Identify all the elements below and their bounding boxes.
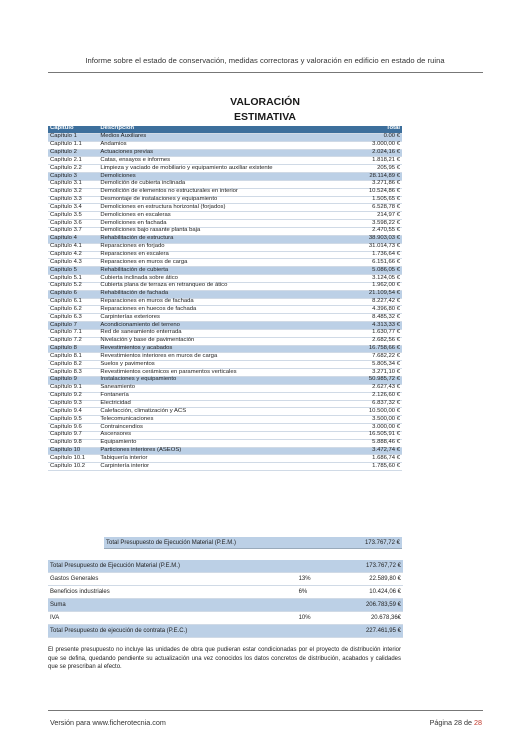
row-total: 16.758,66 € bbox=[334, 345, 402, 353]
row-total: 1.630,77 € bbox=[334, 329, 402, 337]
subchapter-row bbox=[48, 329, 402, 337]
chapter-row bbox=[48, 447, 402, 455]
row-chapter-code: Capítulo 3.2 bbox=[48, 188, 98, 196]
row-total: 3.472,74 € bbox=[334, 447, 402, 455]
row-description: Carpintería interior bbox=[98, 463, 334, 471]
row-description: Reparaciones en huecos de fachada bbox=[98, 306, 334, 314]
subchapter-row bbox=[48, 400, 402, 408]
row-total: 1.818,21 € bbox=[334, 157, 402, 165]
row-chapter-code: Capítulo 3.4 bbox=[48, 204, 98, 212]
row-description: Equipamiento bbox=[98, 439, 334, 447]
row-total: 31.014,73 € bbox=[334, 243, 402, 251]
row-total: 3.500,00 € bbox=[334, 416, 402, 424]
row-total: 3.598,22 € bbox=[334, 220, 402, 228]
row-description: Carpinterías exteriores bbox=[98, 314, 334, 322]
row-description: Cubierta inclinada sobre ático bbox=[98, 275, 334, 283]
row-chapter-code: Capítulo 2 bbox=[48, 149, 98, 157]
row-total: 6.151,66 € bbox=[334, 259, 402, 267]
subchapter-row bbox=[48, 455, 402, 463]
row-description: Cubierta plana de terraza en retranqueo de ático bbox=[98, 282, 334, 290]
summary-row bbox=[48, 612, 403, 625]
row-chapter-code: Capítulo 7 bbox=[48, 322, 98, 330]
row-description: Fontanería bbox=[98, 392, 334, 400]
subchapter-row bbox=[48, 416, 402, 424]
title-line-1: VALORACIÓN bbox=[230, 96, 300, 108]
row-total: 28.114,89 € bbox=[334, 173, 402, 181]
row-chapter-code: Capítulo 4.1 bbox=[48, 243, 98, 251]
summary-row bbox=[48, 560, 403, 573]
chapter-row bbox=[48, 290, 402, 298]
row-total: 10.524,86 € bbox=[334, 188, 402, 196]
column-header-total: Total bbox=[334, 126, 402, 133]
summary-row bbox=[48, 599, 403, 612]
column-header-description: Descripción bbox=[98, 126, 334, 133]
row-chapter-code: Capítulo 9.2 bbox=[48, 392, 98, 400]
summary-row bbox=[48, 573, 403, 586]
row-total: 4.396,80 € bbox=[334, 306, 402, 314]
row-description: Demolición de elementos no estructurales en interior bbox=[98, 188, 334, 196]
row-total: 3.000,00 € bbox=[334, 141, 402, 149]
row-description: Particiones interiores (ASEOS) bbox=[98, 447, 334, 455]
subchapter-row bbox=[48, 165, 402, 173]
header-divider bbox=[48, 72, 483, 73]
chapter-row bbox=[48, 173, 402, 181]
row-total: 1.962,00 € bbox=[334, 282, 402, 290]
row-chapter-code: Capítulo 9.7 bbox=[48, 431, 98, 439]
row-total: 3.271,10 € bbox=[334, 369, 402, 377]
row-description: Demoliciones en fachada bbox=[98, 220, 334, 228]
row-total: 3.124,05 € bbox=[334, 275, 402, 283]
row-total: 1.785,60 € bbox=[334, 463, 402, 471]
row-description: Demoliciones bajo rasante planta baja bbox=[98, 227, 334, 235]
summary-value: 227.461,95 € bbox=[344, 625, 403, 638]
row-total: 8.227,42 € bbox=[334, 298, 402, 306]
row-description: Revestimientos y acabados bbox=[98, 345, 334, 353]
subchapter-row bbox=[48, 188, 402, 196]
pem-total-row bbox=[104, 537, 402, 549]
row-chapter-code: Capítulo 2.2 bbox=[48, 165, 98, 173]
summary-label: Beneficios industriales bbox=[48, 586, 297, 599]
summary-percent bbox=[297, 625, 344, 638]
row-description: Reparaciones en muros de fachada bbox=[98, 298, 334, 306]
summary-label: Gastos Generales bbox=[48, 573, 297, 586]
row-total: 5.086,05 € bbox=[334, 267, 402, 275]
subchapter-row bbox=[48, 204, 402, 212]
row-chapter-code: Capítulo 6 bbox=[48, 290, 98, 298]
row-description: Rehabilitación de cubierta bbox=[98, 267, 334, 275]
subchapter-row bbox=[48, 384, 402, 392]
subchapter-row bbox=[48, 463, 402, 471]
row-total: 2.627,43 € bbox=[334, 384, 402, 392]
row-chapter-code: Capítulo 9.4 bbox=[48, 408, 98, 416]
row-description: Instalaciones y equipamiento bbox=[98, 377, 334, 385]
row-chapter-code: Capítulo 10.1 bbox=[48, 455, 98, 463]
subchapter-row bbox=[48, 431, 402, 439]
subchapter-row bbox=[48, 227, 402, 235]
row-description: Actuaciones previas bbox=[98, 149, 334, 157]
summary-value: 10.424,06 € bbox=[344, 586, 403, 599]
budget-table bbox=[48, 126, 402, 471]
footer-divider bbox=[48, 710, 483, 711]
page-number bbox=[430, 718, 482, 727]
row-chapter-code: Capítulo 3.5 bbox=[48, 212, 98, 220]
row-total: 21.109,54 € bbox=[334, 290, 402, 298]
row-chapter-code: Capítulo 6.1 bbox=[48, 298, 98, 306]
summary-value: 22.589,80 € bbox=[344, 573, 403, 586]
row-chapter-code: Capítulo 1 bbox=[48, 133, 98, 141]
subchapter-row bbox=[48, 282, 402, 290]
summary-row bbox=[48, 625, 403, 638]
row-chapter-code: Capítulo 3.7 bbox=[48, 227, 98, 235]
summary-label: Total Presupuesto de ejecución de contrata (P.E.C.) bbox=[48, 625, 297, 638]
row-description: Demoliciones en estructura horizontal (forjados) bbox=[98, 204, 334, 212]
row-chapter-code: Capítulo 9.1 bbox=[48, 384, 98, 392]
row-chapter-code: Capítulo 4 bbox=[48, 235, 98, 243]
row-description: Revestimientos interiores en muros de carga bbox=[98, 353, 334, 361]
chapter-row bbox=[48, 235, 402, 243]
summary-value: 173.767,72 € bbox=[344, 560, 403, 573]
row-description: Medios Auxiliares bbox=[98, 133, 334, 141]
summary-label: Total Presupuesto de Ejecución Material (P.E.M.) bbox=[48, 560, 297, 573]
row-chapter-code: Capítulo 3.1 bbox=[48, 180, 98, 188]
row-chapter-code: Capítulo 5.1 bbox=[48, 275, 98, 283]
table-header-row bbox=[48, 126, 402, 133]
row-total: 5.805,34 € bbox=[334, 361, 402, 369]
row-description: Demoliciones bbox=[98, 173, 334, 181]
row-description: Reparaciones en muros de carga bbox=[98, 259, 334, 267]
subchapter-row bbox=[48, 275, 402, 283]
row-description: Limpieza y vaciado de mobiliario y equipamiento auxiliar existente bbox=[98, 165, 334, 173]
row-chapter-code: Capítulo 8.3 bbox=[48, 369, 98, 377]
row-description: Reparaciones en forjado bbox=[98, 243, 334, 251]
row-total: 2.682,56 € bbox=[334, 337, 402, 345]
subchapter-row bbox=[48, 369, 402, 377]
summary-percent bbox=[297, 560, 344, 573]
row-total: 10.500,00 € bbox=[334, 408, 402, 416]
subchapter-row bbox=[48, 337, 402, 345]
row-description: Desmontaje de instalaciones y equipamiento bbox=[98, 196, 334, 204]
row-description: Catas, ensayos e informes bbox=[98, 157, 334, 165]
subchapter-row bbox=[48, 243, 402, 251]
row-total: 0.00 € bbox=[334, 133, 402, 141]
row-total: 6.837,32 € bbox=[334, 400, 402, 408]
subchapter-row bbox=[48, 196, 402, 204]
subchapter-row bbox=[48, 314, 402, 322]
row-chapter-code: Capítulo 10 bbox=[48, 447, 98, 455]
row-total: 214,97 € bbox=[334, 212, 402, 220]
summary-table bbox=[48, 560, 403, 638]
row-chapter-code: Capítulo 3 bbox=[48, 173, 98, 181]
row-description: Calefacción, climatización y ACS bbox=[98, 408, 334, 416]
footer-version: Versión para www.ficherotecnia.com bbox=[50, 718, 166, 727]
column-header-chapter: Capítulo bbox=[48, 126, 98, 133]
chapter-row bbox=[48, 149, 402, 157]
row-total: 5.888,46 € bbox=[334, 439, 402, 447]
subchapter-row bbox=[48, 220, 402, 228]
summary-label: Suma bbox=[48, 599, 297, 612]
row-chapter-code: Capítulo 4.3 bbox=[48, 259, 98, 267]
row-chapter-code: Capítulo 9.8 bbox=[48, 439, 98, 447]
chapter-row bbox=[48, 133, 402, 141]
running-header: Informe sobre el estado de conservación, medidas correctoras y valoración en edificio en estado de ruina bbox=[85, 56, 445, 65]
summary-percent: 13% bbox=[297, 573, 344, 586]
summary-percent bbox=[297, 599, 344, 612]
row-chapter-code: Capítulo 1.1 bbox=[48, 141, 98, 149]
row-chapter-code: Capítulo 7.1 bbox=[48, 329, 98, 337]
row-chapter-code: Capítulo 5 bbox=[48, 267, 98, 275]
row-description: Demoliciones en escaleras bbox=[98, 212, 334, 220]
row-description: Ascensores bbox=[98, 431, 334, 439]
chapter-row bbox=[48, 345, 402, 353]
row-description: Revestimientos cerámicos en paramentos verticales bbox=[98, 369, 334, 377]
row-chapter-code: Capítulo 6.3 bbox=[48, 314, 98, 322]
row-chapter-code: Capítulo 3.6 bbox=[48, 220, 98, 228]
row-chapter-code: Capítulo 8 bbox=[48, 345, 98, 353]
row-total: 3.271,86 € bbox=[334, 180, 402, 188]
subchapter-row bbox=[48, 259, 402, 267]
summary-value: 206.783,59 € bbox=[344, 599, 403, 612]
row-description: Rehabilitación de fachada bbox=[98, 290, 334, 298]
row-chapter-code: Capítulo 8.1 bbox=[48, 353, 98, 361]
row-chapter-code: Capítulo 2.1 bbox=[48, 157, 98, 165]
page-number-total: 28 bbox=[474, 718, 482, 727]
row-chapter-code: Capítulo 5.2 bbox=[48, 282, 98, 290]
row-chapter-code: Capítulo 9.3 bbox=[48, 400, 98, 408]
page-title bbox=[0, 95, 530, 124]
row-description: Contraincendios bbox=[98, 424, 334, 432]
row-chapter-code: Capítulo 4.2 bbox=[48, 251, 98, 259]
row-total: 3.000,00 € bbox=[334, 424, 402, 432]
row-total: 6.528,78 € bbox=[334, 204, 402, 212]
row-chapter-code: Capítulo 9.6 bbox=[48, 424, 98, 432]
row-total: 2.126,60 € bbox=[334, 392, 402, 400]
subchapter-row bbox=[48, 424, 402, 432]
summary-percent: 6% bbox=[297, 586, 344, 599]
row-description: Telecomunicaciones bbox=[98, 416, 334, 424]
subchapter-row bbox=[48, 306, 402, 314]
row-description: Tabiquería interior bbox=[98, 455, 334, 463]
row-description: Demolición de cubierta inclinada bbox=[98, 180, 334, 188]
chapter-row bbox=[48, 322, 402, 330]
disclaimer-paragraph: El presente presupuesto no incluye las unidades de obra que pudieran estar condicionadas por el proyecto de distribución interior que se defina, quedando pendiente su actualización una vez conocidos los datos concretos de distribución, acabados y calidades que se prescriban al efecto. bbox=[48, 647, 401, 670]
subchapter-row bbox=[48, 439, 402, 447]
summary-value: 20.678,36€ bbox=[344, 612, 403, 625]
chapter-row bbox=[48, 377, 402, 385]
row-total: 1.505,65 € bbox=[334, 196, 402, 204]
summary-label: IVA bbox=[48, 612, 297, 625]
row-description: Electricidad bbox=[98, 400, 334, 408]
row-total: 2.470,55 € bbox=[334, 227, 402, 235]
row-chapter-code: Capítulo 10.2 bbox=[48, 463, 98, 471]
row-description: Rehabilitación de estructura bbox=[98, 235, 334, 243]
row-total: 1.736,64 € bbox=[334, 251, 402, 259]
row-total: 7.682,22 € bbox=[334, 353, 402, 361]
pem-label: Total Presupuesto de Ejecución Material (P.E.M.) bbox=[106, 539, 236, 546]
row-description: Acondicionamiento del terreno bbox=[98, 322, 334, 330]
row-chapter-code: Capítulo 3.3 bbox=[48, 196, 98, 204]
row-description: Reparaciones en escalera bbox=[98, 251, 334, 259]
row-description: Andamios bbox=[98, 141, 334, 149]
summary-row bbox=[48, 586, 403, 599]
row-description: Nivelación y base de pavimentación bbox=[98, 337, 334, 345]
chapter-row bbox=[48, 267, 402, 275]
pem-value: 173.767,72 € bbox=[364, 539, 400, 546]
subchapter-row bbox=[48, 212, 402, 220]
summary-percent: 10% bbox=[297, 612, 344, 625]
row-total: 2.024,16 € bbox=[334, 149, 402, 157]
subchapter-row bbox=[48, 392, 402, 400]
row-total: 38.903,03 € bbox=[334, 235, 402, 243]
page-number-prefix: Página 28 de bbox=[429, 718, 474, 727]
row-description: Red de saneamiento enterrada bbox=[98, 329, 334, 337]
subchapter-row bbox=[48, 157, 402, 165]
row-total: 205,95 € bbox=[334, 165, 402, 173]
subchapter-row bbox=[48, 298, 402, 306]
row-chapter-code: Capítulo 9 bbox=[48, 377, 98, 385]
title-line-2: ESTIMATIVA bbox=[233, 110, 297, 123]
subchapter-row bbox=[48, 251, 402, 259]
subchapter-row bbox=[48, 141, 402, 149]
row-total: 1.686,74 € bbox=[334, 455, 402, 463]
row-description: Suelos y pavimentos bbox=[98, 361, 334, 369]
row-chapter-code: Capítulo 7.2 bbox=[48, 337, 98, 345]
row-chapter-code: Capítulo 8.2 bbox=[48, 361, 98, 369]
subchapter-row bbox=[48, 408, 402, 416]
row-total: 8.485,32 € bbox=[334, 314, 402, 322]
row-chapter-code: Capítulo 6.2 bbox=[48, 306, 98, 314]
row-total: 50.985,72 € bbox=[334, 377, 402, 385]
row-description: Saneamiento bbox=[98, 384, 334, 392]
row-chapter-code: Capítulo 9.5 bbox=[48, 416, 98, 424]
subchapter-row bbox=[48, 180, 402, 188]
row-total: 4.313,33 € bbox=[334, 322, 402, 330]
subchapter-row bbox=[48, 353, 402, 361]
subchapter-row bbox=[48, 361, 402, 369]
row-total: 16.505,91 € bbox=[334, 431, 402, 439]
